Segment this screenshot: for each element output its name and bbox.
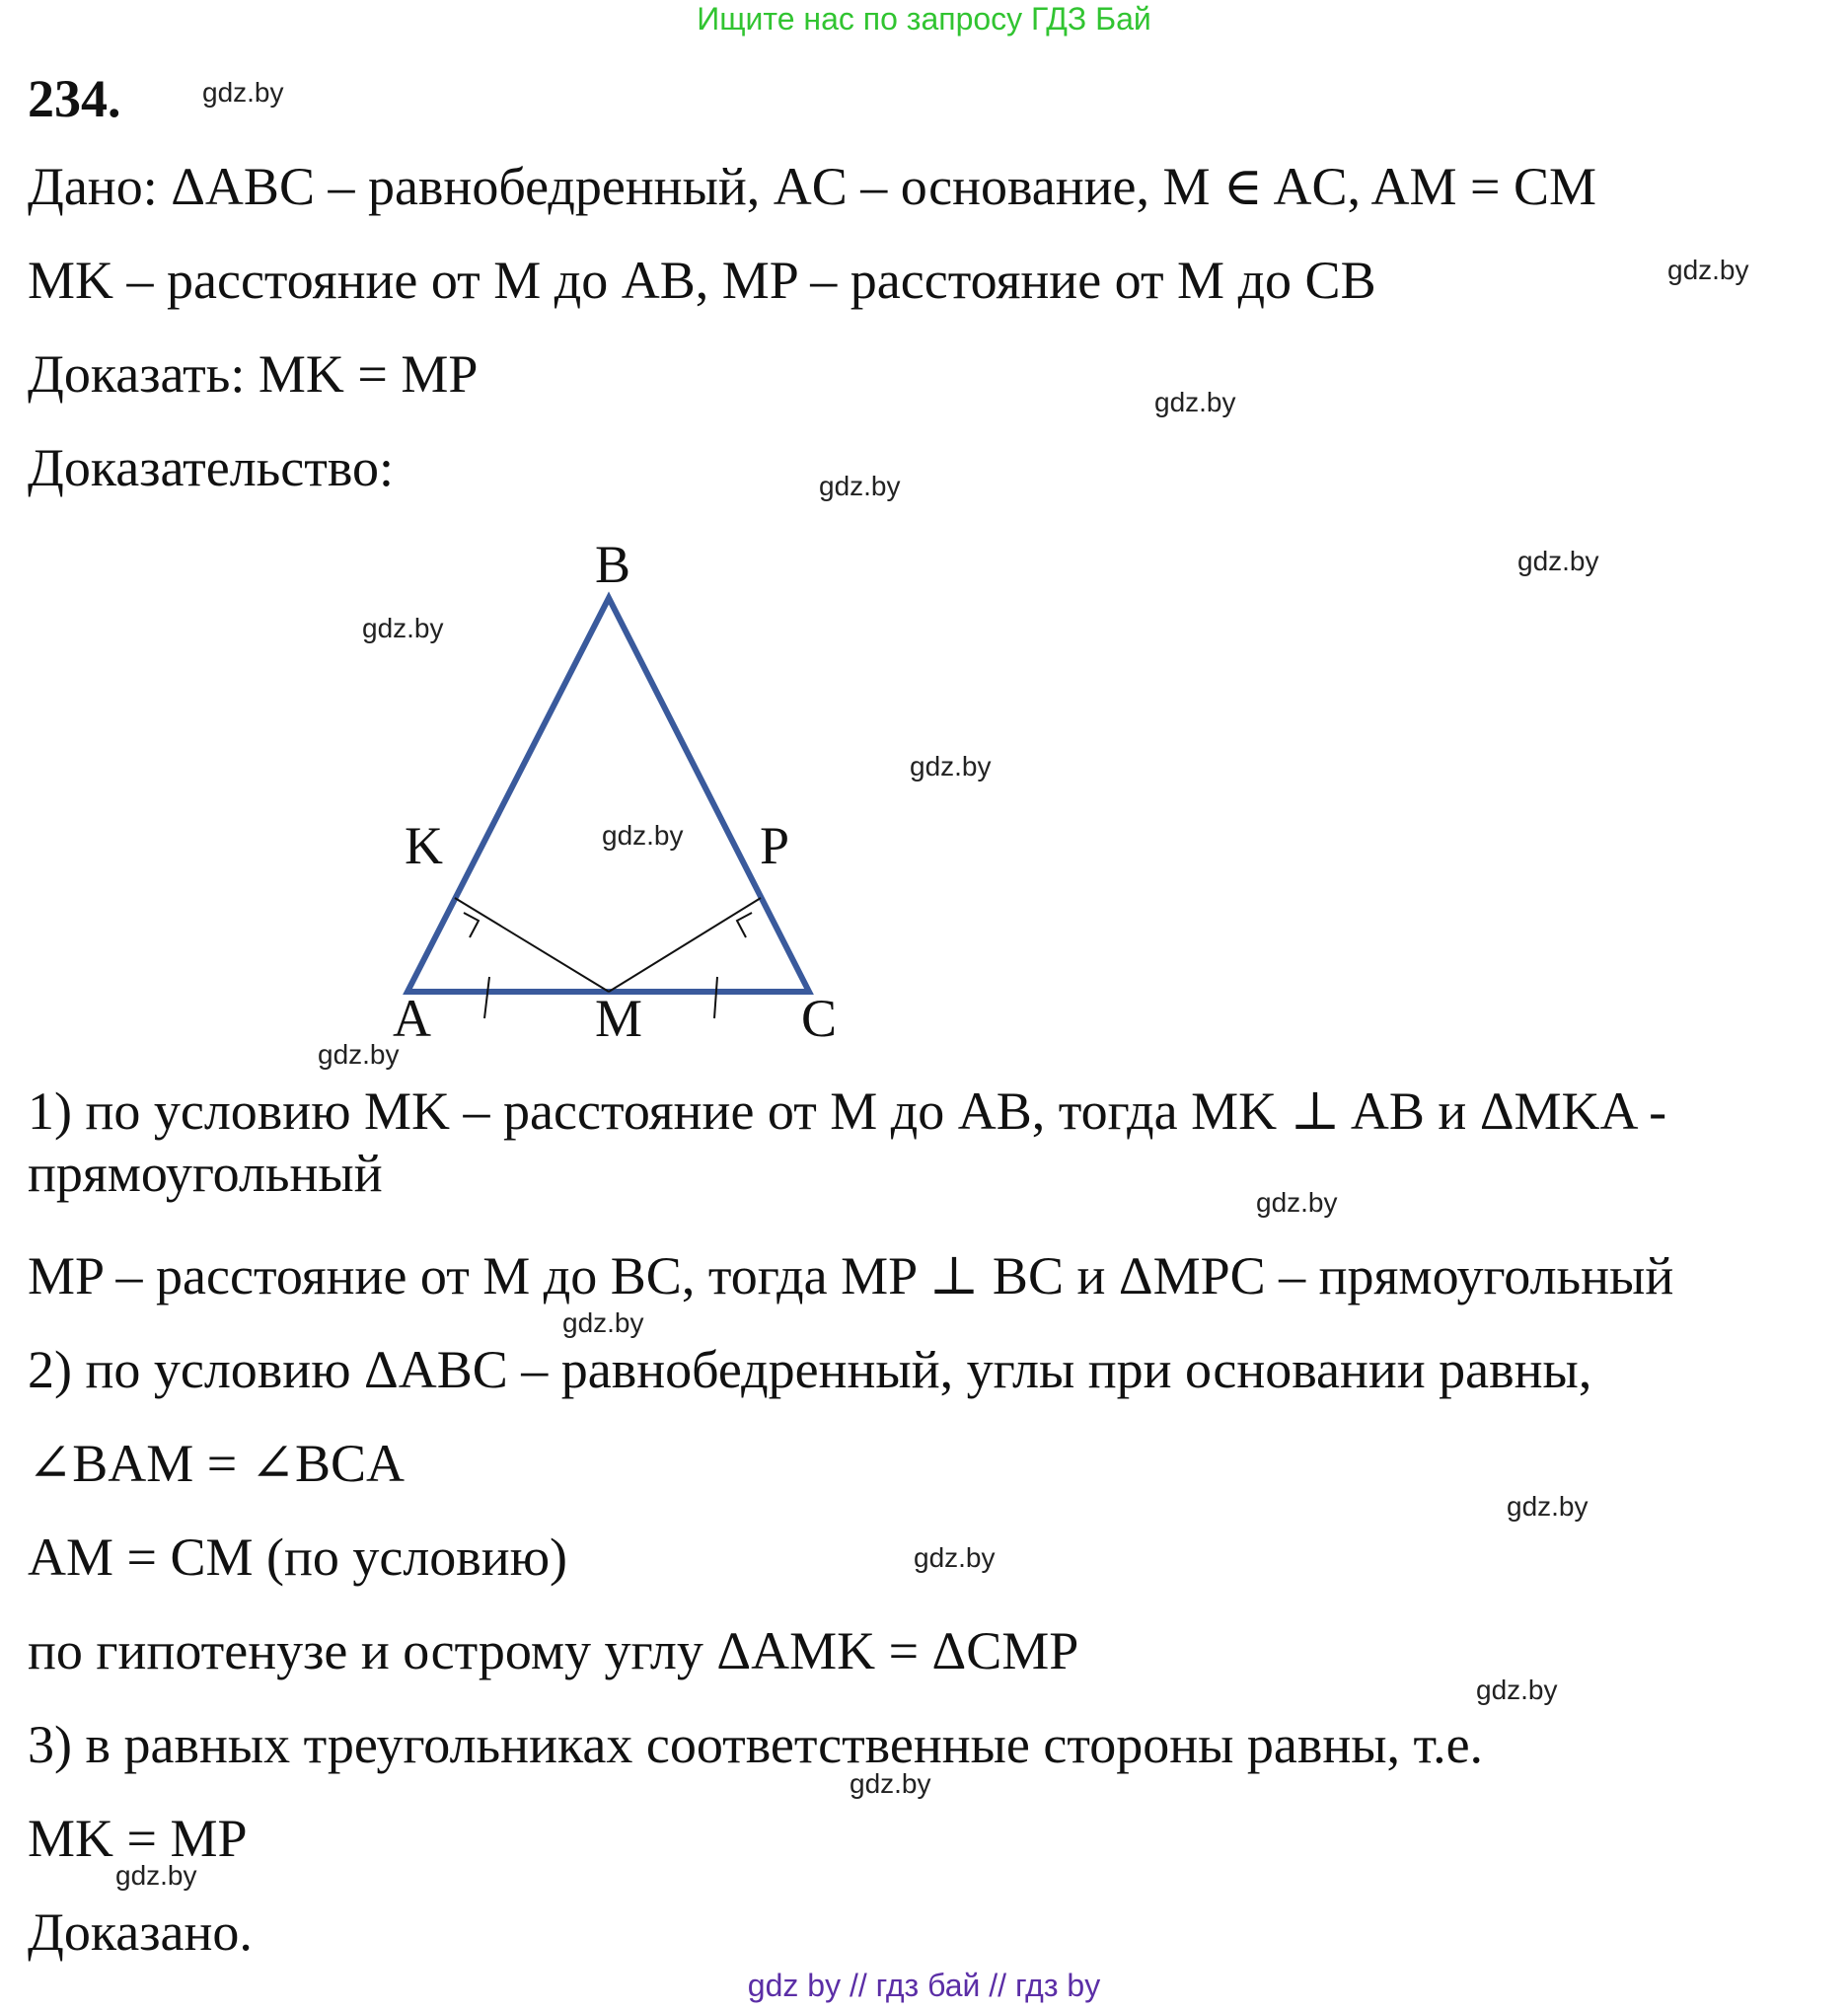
tick-mark-am [484, 977, 489, 1018]
label-b: B [595, 535, 631, 594]
right-angle-mark-k [464, 913, 479, 937]
proof-step-1b: прямоугольный [28, 1144, 383, 1203]
top-banner: Ищите нас по запросу ГДЗ Бай [697, 1, 1151, 37]
label-m: M [595, 989, 643, 1048]
task-number: 234. [28, 69, 121, 128]
watermark: gdz.by [362, 613, 444, 643]
given-line-2: MK – расстояние от M до AB, MP – расстояние от M до CB [28, 251, 1376, 310]
watermark: gdz.by [1507, 1491, 1589, 1522]
segment-mp [609, 898, 761, 992]
proof-step-1a: 1) по условию MK – расстояние от M до AB, тогда MK ⊥ AB и ΔMKA - [28, 1081, 1667, 1141]
prove-statement: Доказать: MK = MP [28, 344, 479, 404]
watermark: gdz.by [910, 751, 992, 782]
watermark: gdz.by [1154, 387, 1236, 417]
given-line-1: Дано: ΔABC – равнобедренный, AC – основание, M ∈ AC, AM = CM [28, 157, 1597, 216]
watermark: gdz.by [914, 1542, 996, 1573]
watermark: gdz.by [318, 1039, 400, 1070]
label-a: A [393, 989, 431, 1048]
watermark: gdz.by [115, 1860, 197, 1891]
watermark: gdz.by [1667, 255, 1749, 285]
watermark: gdz.by [1256, 1187, 1338, 1218]
proof-conclusion: Доказано. [28, 1902, 253, 1962]
label-k: K [405, 816, 443, 875]
proof-step-3a: 3) в равных треугольниках соответственные стороны равны, т.е. [28, 1715, 1484, 1774]
footer-links: gdz by // гдз бай // гдз by [747, 1968, 1101, 2003]
label-c: C [801, 989, 838, 1048]
proof-step-2b: ∠BAM = ∠BCA [28, 1434, 406, 1493]
watermark: gdz.by [202, 77, 284, 108]
watermark: gdz.by [819, 471, 901, 501]
proof-step-1c: MP – расстояние от M до BC, тогда MP ⊥ BC и ΔMPC – прямоугольный [28, 1246, 1674, 1305]
watermark: gdz.by [1476, 1675, 1558, 1705]
right-angle-mark-p [737, 913, 752, 937]
segment-mk [455, 898, 609, 992]
proof-step-2a: 2) по условию ΔABC – равнобедренный, углы при основании равны, [28, 1340, 1592, 1399]
proof-step-2d: по гипотенузе и острому углу ΔAMK = ΔCMP [28, 1621, 1079, 1680]
proof-heading: Доказательство: [28, 438, 394, 497]
triangle-abc [407, 598, 809, 992]
label-p: P [760, 816, 790, 875]
watermark: gdz.by [850, 1768, 931, 1799]
watermark: gdz.by [562, 1307, 644, 1338]
watermark: gdz.by [602, 820, 684, 851]
proof-step-3b: MK = MP [28, 1809, 248, 1868]
proof-step-2c: AM = CM (по условию) [28, 1527, 568, 1587]
watermark: gdz.by [1517, 546, 1599, 576]
tick-mark-mc [714, 977, 717, 1018]
